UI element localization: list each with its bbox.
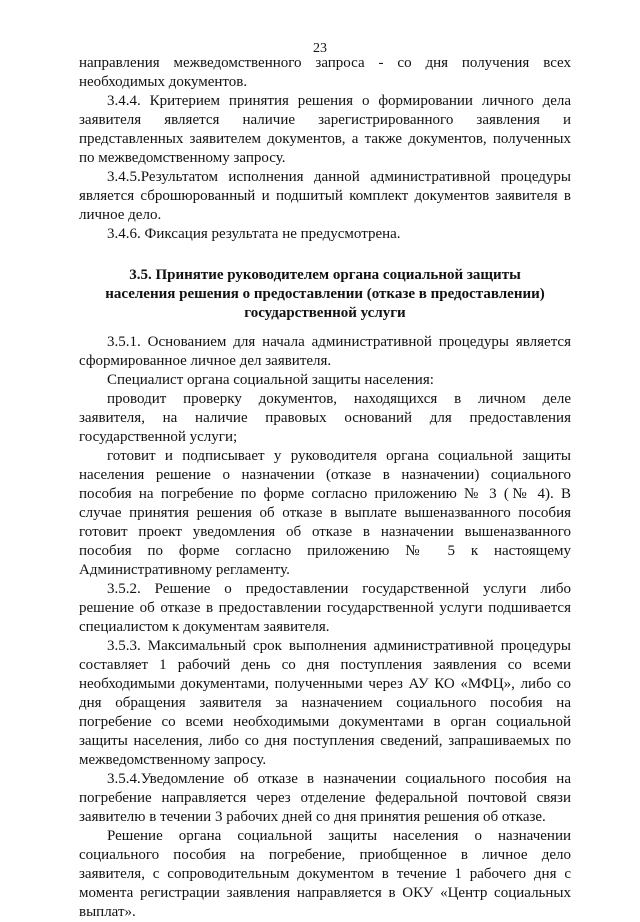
text-line: 3.4.6. Фиксация результата не предусмотрена. xyxy=(107,226,401,242)
text-line: выплат». xyxy=(79,904,136,920)
text-line: сформированное личное дел заявителя. xyxy=(79,353,332,369)
text-line: дня обращения заявителя за назначением социального пособия на xyxy=(79,695,571,711)
text-line: пособия на погребение по форме согласно приложению № 3 (№ 4). В xyxy=(79,486,571,502)
text-line: готовит проект уведомления об отказе в назначении вышеназванного xyxy=(79,524,571,540)
text-line: личное дело. xyxy=(79,207,162,223)
heading-line: 3.5. Принятие руководителем органа социальной защиты xyxy=(129,267,521,283)
text-line: погребение со всеми необходимыми документами в орган социальной xyxy=(79,714,571,730)
text-line: 3.5.4.Уведомление об отказе в назначении социального пособия на xyxy=(107,771,571,787)
text-line: заявителю в течении 3 рабочих дней со дня принятия решения об отказе. xyxy=(79,809,546,825)
text-line: проводит проверку документов, находящихся в личном деле xyxy=(107,391,571,407)
text-line: по межведомственному запросу. xyxy=(79,150,286,166)
text-line: решение об отказе в предоставлении государственной услуги подшивается xyxy=(79,600,571,616)
text-line: момента регистрации заявления направляется в ОКУ «Центр социальных xyxy=(79,885,571,901)
text-line: социального пособия на погребение, приобщенное в личное дело xyxy=(79,847,571,863)
section-3-5-text xyxy=(79,333,571,922)
text-line: готовит и подписывает у руководителя органа социальной защиты xyxy=(107,448,571,464)
text-line: составляет 1 рабочий день со дня поступления заявления со всеми xyxy=(79,657,571,673)
page-number: 23 xyxy=(313,41,327,56)
text-line: 3.4.4. Критерием принятия решения о формировании личного дела xyxy=(107,93,571,109)
section-heading xyxy=(79,266,571,323)
text-line: погребение направляется через отделение федеральной почтовой связи xyxy=(79,790,571,806)
text-line: является сброшюрованный и подшитый комплект документов заявителя в xyxy=(79,188,571,204)
text-line: 3.4.5.Результатом исполнения данной административной процедуры xyxy=(107,169,571,185)
text-line: заявителя, на наличие правовых оснований для предоставления xyxy=(79,410,571,426)
text-line: Административному регламенту. xyxy=(79,562,290,578)
text-line: 3.5.3. Максимальный срок выполнения административной процедуры xyxy=(107,638,571,654)
text-line: заявителя, с сопроводительным документом в течение 1 рабочего дня с xyxy=(79,866,571,882)
text-line: направления межведомственного запроса - со дня получения всех xyxy=(79,55,571,71)
text-line: необходимых документов. xyxy=(79,74,248,90)
text-line: специалистом к документам заявителя. xyxy=(79,619,330,635)
text-line: Специалист органа социальной защиты населения: xyxy=(107,372,434,388)
text-line: 3.5.1. Основанием для начала административной процедуры является xyxy=(107,334,571,350)
text-line: 3.5.2. Решение о предоставлении государственной услуги либо xyxy=(107,581,571,597)
heading-line: государственной услуги xyxy=(244,305,406,321)
heading-line: населения решения о предоставлении (отказе в предоставлении) xyxy=(105,286,545,302)
text-line: представленных заявителем документов, а также документов, полученных xyxy=(79,131,571,147)
text-line: заявителя является наличие зарегистрированного заявления и xyxy=(79,112,571,128)
section-3-4-text xyxy=(79,54,571,244)
text-line: межведомственному запросу. xyxy=(79,752,267,768)
text-line: Решение органа социальной защиты населения о назначении xyxy=(107,828,571,844)
text-line: государственной услуги; xyxy=(79,429,238,445)
text-line: случае принятия решения об отказе в выплате вышеназванного пособия xyxy=(79,505,571,521)
text-line: защиты населения, либо со дня поступления сведений, запрашиваемых по xyxy=(79,733,571,749)
text-line: пособия по форме согласно приложению № 5 к настоящему xyxy=(79,543,571,559)
text-line: населения решение о назначении (отказе в назначении) социального xyxy=(79,467,571,483)
text-line: необходимыми документами, полученными через АУ КО «МФЦ», либо со xyxy=(79,676,571,692)
